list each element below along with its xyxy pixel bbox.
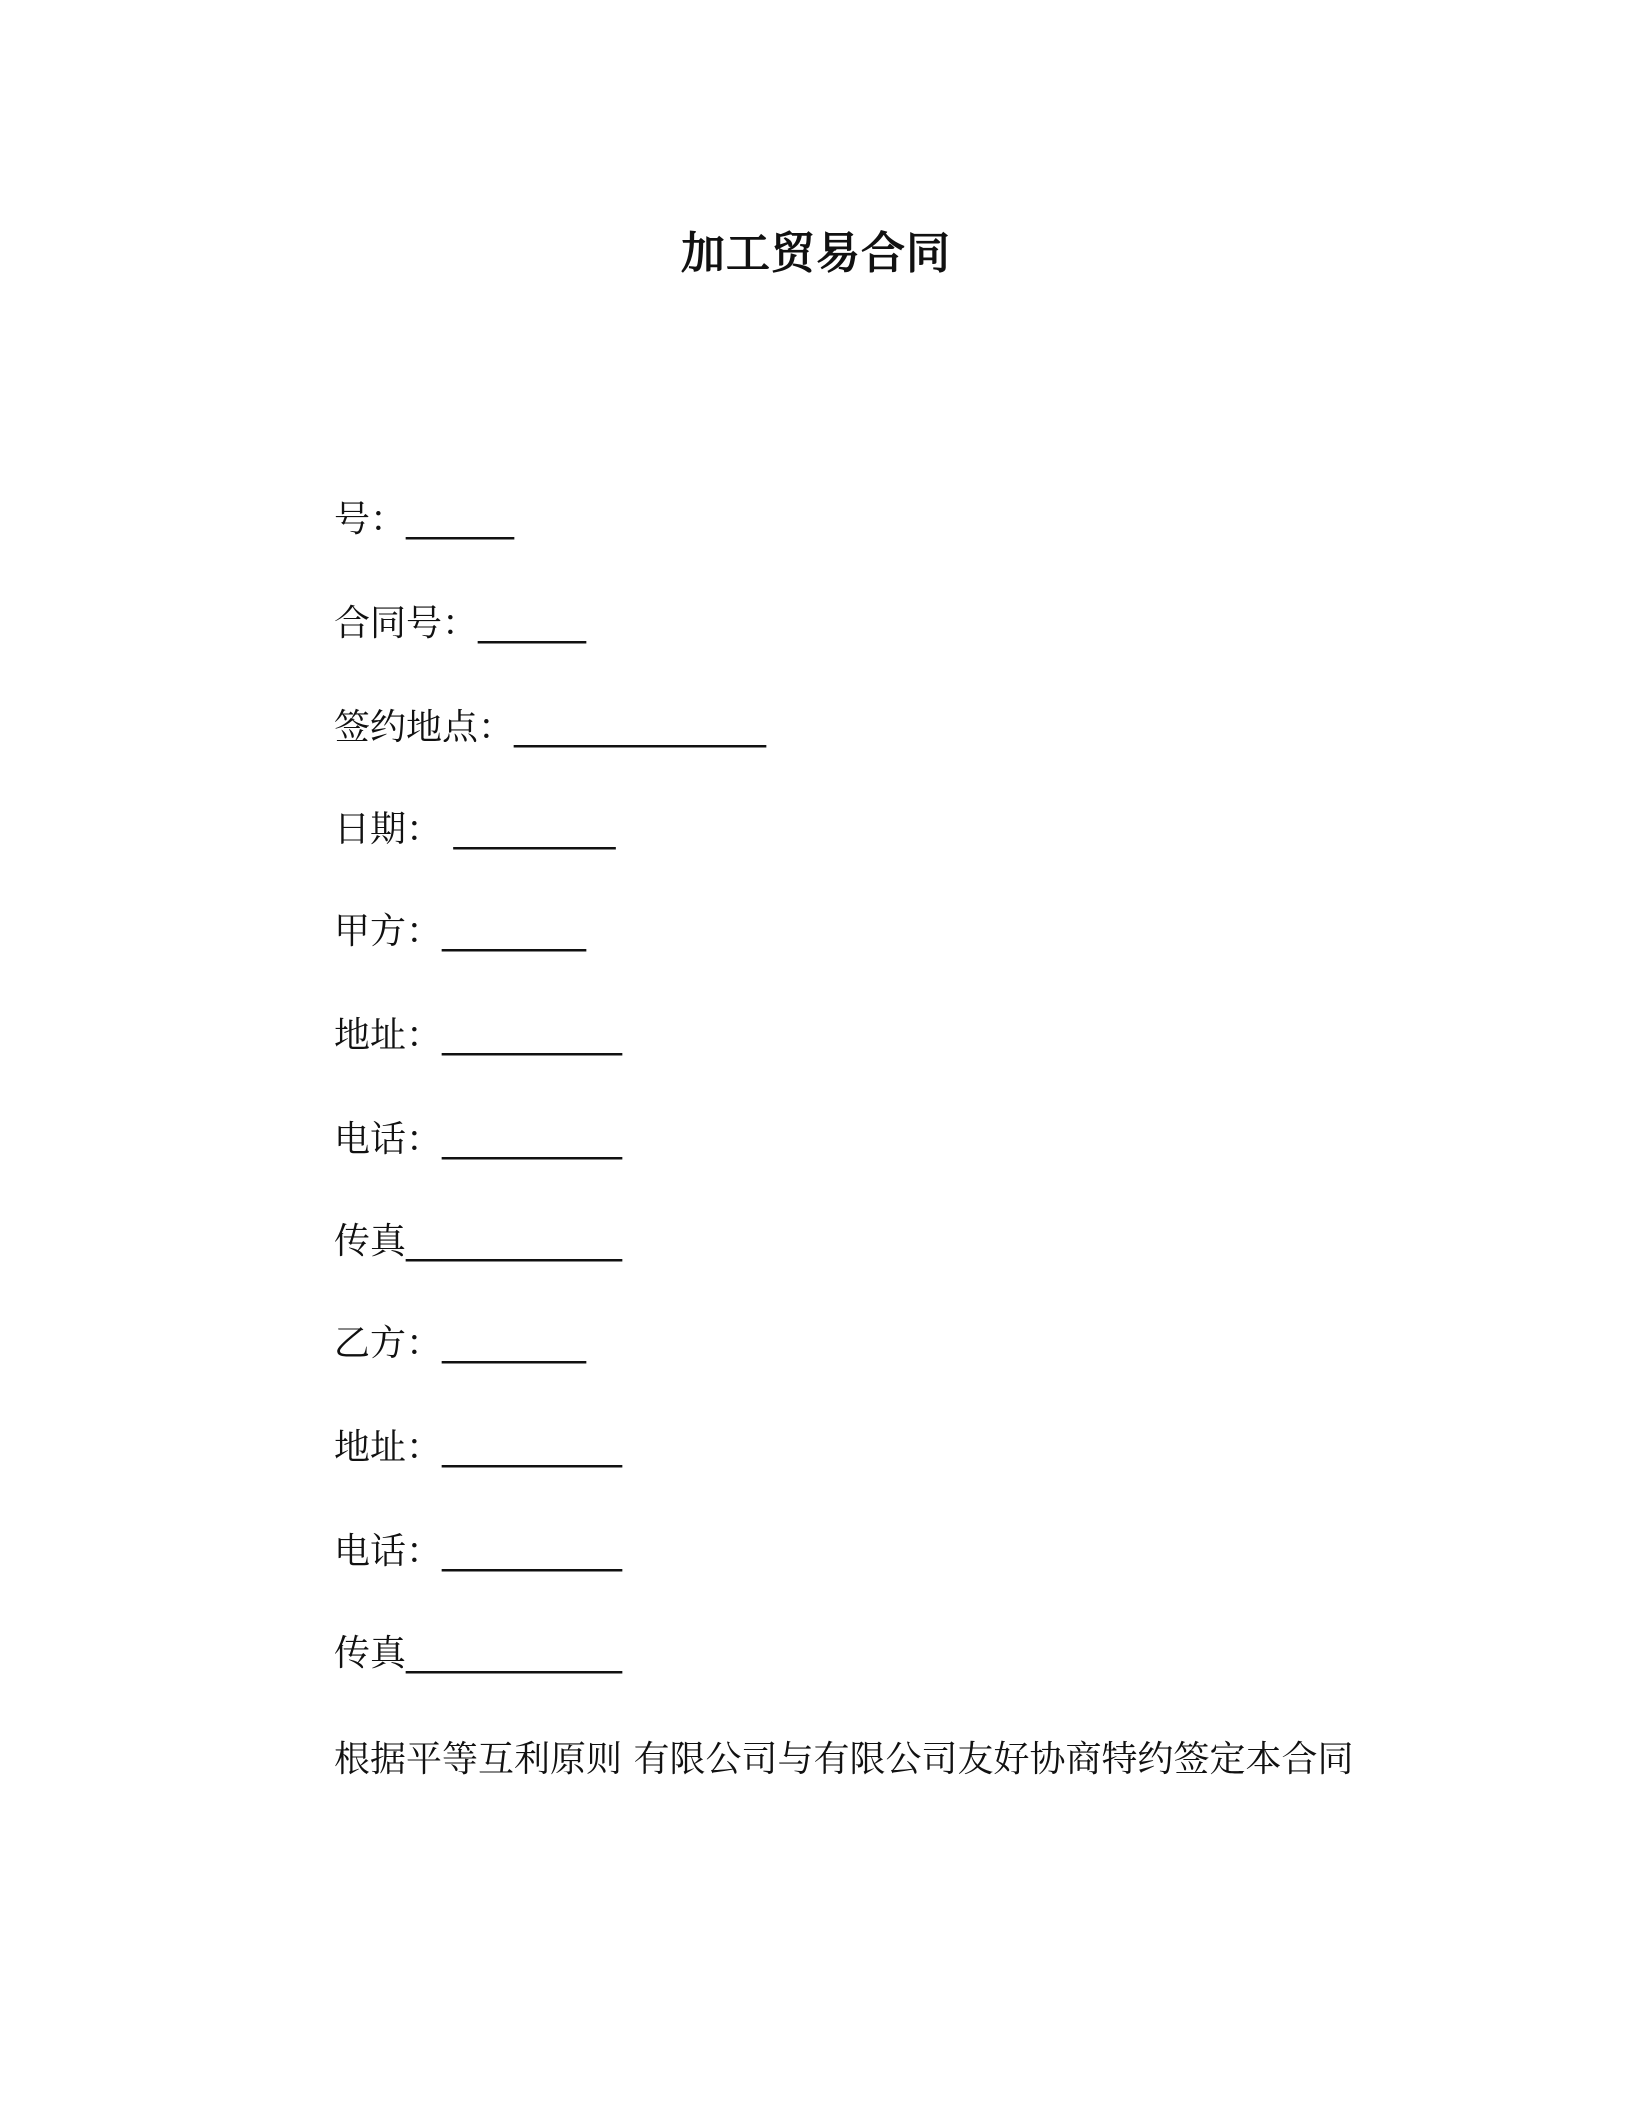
field-signing-place: 签约地点：______________: [334, 707, 767, 748]
contract-intro: 根据平等互利原则 有限公司与有限公司友好协商特约签定本合同: [334, 1739, 1354, 1780]
field-contract-number: 合同号：______: [334, 603, 587, 644]
field-party-b: 乙方：________: [334, 1323, 587, 1364]
field-number: 号：______: [334, 499, 515, 540]
field-party-a: 甲方：________: [334, 911, 587, 952]
field-party-a-phone: 电话：__________: [334, 1119, 623, 1160]
field-party-b-address: 地址：__________: [334, 1427, 623, 1468]
field-date: 日期： _________: [334, 809, 616, 850]
document-title: 加工贸易合同: [681, 228, 951, 279]
field-party-a-address: 地址：__________: [334, 1015, 623, 1056]
field-party-b-fax: 传真____________: [334, 1633, 623, 1674]
field-party-b-phone: 电话：__________: [334, 1531, 623, 1572]
field-party-a-fax: 传真____________: [334, 1221, 623, 1262]
